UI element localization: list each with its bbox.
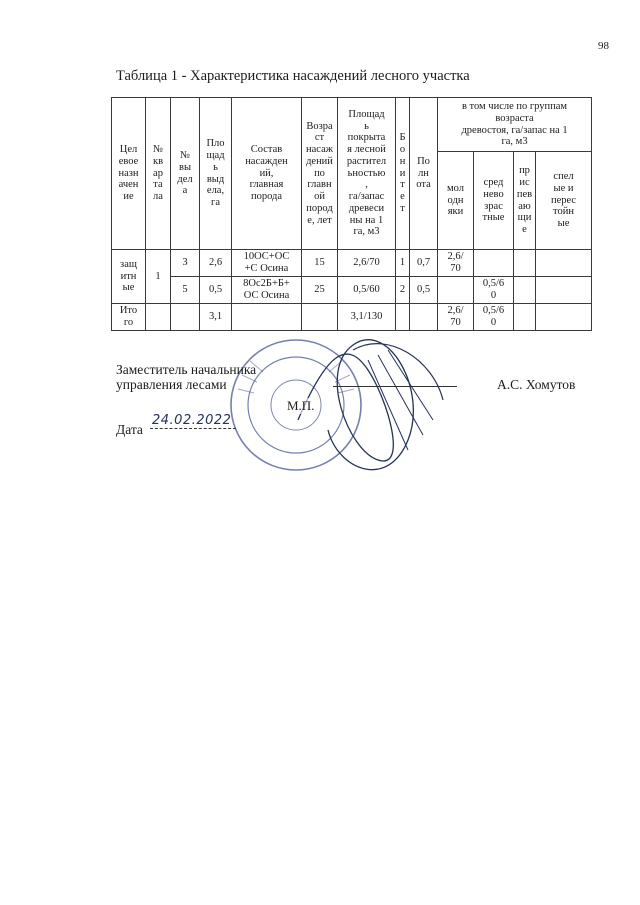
area-cell: 0,5 [200,277,232,304]
bonitet-cell: 2 [396,277,410,304]
mature-cell [536,250,592,277]
premature-cell [514,250,536,277]
bonitet-cell: 1 [396,250,410,277]
middle-cell [474,250,514,277]
header-bonitet: Б о н и т е т [396,98,410,250]
forest-stands-table [111,97,592,331]
total-area-cell: 3,1 [200,304,232,331]
kvartal-cell: 1 [146,250,171,304]
header-young: мол одн яки [438,152,474,250]
header-area: Пло щад ь выд ела, га [200,98,232,250]
density-cell: 0,5 [410,277,438,304]
area-cell: 2,6 [200,250,232,277]
purpose-cell: защ итн ые [112,250,146,304]
date-value: 24.02.2022 [150,413,236,429]
total-kvartal-cell [146,304,171,331]
total-composition-cell [232,304,302,331]
signer-role [116,362,256,392]
total-coverage-cell: 3,1/130 [338,304,396,331]
total-young-cell: 2,6/ 70 [438,304,474,331]
composition-cell: 10ОС+ОС +С Осина [232,250,302,277]
total-age-cell [302,304,338,331]
coverage-cell: 0,5/60 [338,277,396,304]
header-middle: сред нево зрас тные [474,152,514,250]
header-coverage: Площад ь покрыта я лесной растител ьностью , га/запас древеси ны на 1 га, м3 [338,98,396,250]
header-mature: спел ые и перес тойн ые [536,152,592,250]
header-purpose: Цел евое назн ачен ие [112,98,146,250]
total-density-cell [410,304,438,331]
header-kvartal: № кв ар та ла [146,98,171,250]
header-density: По лн ота [410,98,438,250]
header-premature: пр ис пев аю щи е [514,152,536,250]
header-age: Возра ст насаж дений по главн ой пород е, лет [302,98,338,250]
composition-cell: 8Ос2Б+Б+ ОС Осина [232,277,302,304]
signer-name: А.С. Хомутов [497,377,576,392]
signature-line [333,386,457,387]
header-composition: Состав насажден ий, главная порода [232,98,302,250]
header-age-groups: в том числе по группам возраста древостоя, га/запас на 1 га, м3 [438,98,592,152]
middle-cell: 0,5/6 0 [474,277,514,304]
total-row [112,304,592,331]
table-row [112,277,592,304]
total-vydel-cell [171,304,200,331]
coverage-cell: 2,6/70 [338,250,396,277]
signer-role-line2: управления лесами [116,377,227,392]
young-cell [438,277,474,304]
table-title: Таблица 1 - Характеристика насаждений лесного участка [116,68,470,84]
signer-role-line1: Заместитель начальника [116,362,257,377]
stamp-mark: М.П. [287,398,315,413]
total-bonitet-cell [396,304,410,331]
total-premature-cell [514,304,536,331]
density-cell: 0,7 [410,250,438,277]
premature-cell [514,277,536,304]
total-middle-cell: 0,5/6 0 [474,304,514,331]
page-number: 98 [598,40,609,52]
age-cell: 25 [302,277,338,304]
age-cell: 15 [302,250,338,277]
mature-cell [536,277,592,304]
table-row [112,250,592,277]
date-label: Дата [116,422,143,437]
vydel-cell: 3 [171,250,200,277]
header-vydel: № вы дел а [171,98,200,250]
young-cell: 2,6/ 70 [438,250,474,277]
vydel-cell: 5 [171,277,200,304]
total-mature-cell [536,304,592,331]
total-label: Ито го [112,304,146,331]
